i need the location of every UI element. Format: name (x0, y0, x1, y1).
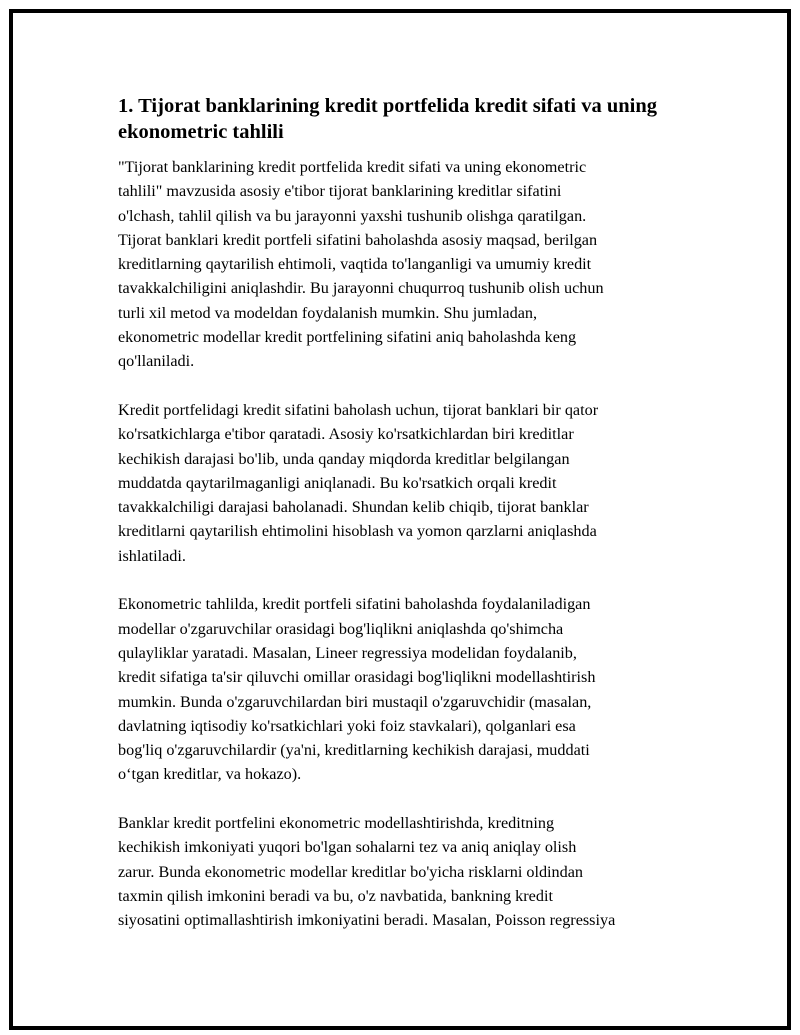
text-line: Kredit portfelidagi kredit sifatini baholash uchun, tijorat banklari bir qator (118, 400, 599, 419)
text-line: siyosatini optimallashtirish imkoniyatini beradi. Masalan, Poisson regressiya (118, 911, 616, 930)
heading-line: ekonometric tahlili (118, 121, 284, 143)
text-line: o‘tgan kreditlar, va hokazo). (118, 765, 302, 784)
section-heading (118, 93, 683, 145)
text-line: Banklar kredit portfelini ekonometric modellashtirishda, kreditning (118, 814, 555, 833)
paragraph-2 (118, 398, 683, 568)
text-line: ekonometric modellar kredit portfelining sifatini aniq baholashda keng (118, 328, 577, 347)
text-line: turli xil metod va modeldan foydalanish mumkin. Shu jumladan, (118, 303, 538, 322)
heading-line: 1. Tijorat banklarining kredit portfelida kredit sifati va uning (118, 95, 657, 117)
document-body (118, 93, 683, 957)
text-line: modellar o'zgaruvchilar orasidagi bog'liqlikni aniqlashda qo'shimcha (118, 619, 564, 638)
text-line: Ekonometric tahlilda, kredit portfeli sifatini baholashda foydalaniladigan (118, 595, 591, 614)
text-line: ko'rsatkichlarga e'tibor qaratadi. Asosiy ko'rsatkichlardan biri kreditlar (118, 425, 574, 444)
text-line: taxmin qilish imkonini beradi va bu, o'z navbatida, bankning kredit (118, 886, 553, 905)
text-line: kreditlarni qaytarilish ehtimolini hisoblash va yomon qarzlarni aniqlashda (118, 522, 597, 541)
text-line: ishlatiladi. (118, 546, 186, 565)
text-line: davlatning iqtisodiy ko'rsatkichlari yoki foiz stavkalari), qolganlari esa (118, 716, 576, 735)
text-line: zarur. Bunda ekonometric modellar kreditlar bo'yicha risklarni oldindan (118, 862, 584, 881)
text-line: kechikish imkoniyati yuqori bo'lgan sohalarni tez va aniq aniqlay olish (118, 838, 577, 857)
text-line: tahlili" mavzusida asosiy e'tibor tijorat banklarining kreditlar sifatini (118, 182, 562, 201)
text-line: mumkin. Bunda o'zgaruvchilardan biri mustaqil o'zgaruvchidir (masalan, (118, 692, 592, 711)
text-line: o'lchash, tahlil qilish va bu jarayonni yaxshi tushunib olishga qaratilgan. (118, 206, 587, 225)
text-line: qulayliklar yaratadi. Masalan, Lineer regressiya modelidan foydalanib, (118, 643, 577, 662)
paragraph-4 (118, 811, 683, 932)
text-line: tavakkalchiligini aniqlashdir. Bu jarayonni chuqurroq tushunib olish uchun (118, 279, 604, 298)
text-line: kredit sifatiga ta'sir qiluvchi omillar orasidagi bog'liqlikni modellashtirish (118, 668, 596, 687)
paragraph-1 (118, 155, 683, 374)
text-line: kreditlarning qaytarilish ehtimoli, vaqtida to'langanligi va umumiy kredit (118, 255, 592, 274)
text-line: bog'liq o'zgaruvchilardir (ya'ni, kreditlarning kechikish darajasi, muddati (118, 741, 590, 760)
text-line: kechikish darajasi bo'lib, unda qanday miqdorda kreditlar belgilangan (118, 449, 570, 468)
text-line: "Tijorat banklarining kredit portfelida kredit sifati va uning ekonometric (118, 158, 587, 176)
text-line: Tijorat banklari kredit portfeli sifatini baholashda asosiy maqsad, berilgan (118, 230, 598, 249)
text-line: tavakkalchiligi darajasi baholanadi. Shundan kelib chiqib, tijorat banklar (118, 498, 589, 517)
text-line: muddatda qaytarilmaganligi aniqlanadi. Bu ko'rsatkich orqali kredit (118, 473, 557, 492)
paragraph-3 (118, 592, 683, 786)
text-line: qo'llaniladi. (118, 352, 195, 371)
